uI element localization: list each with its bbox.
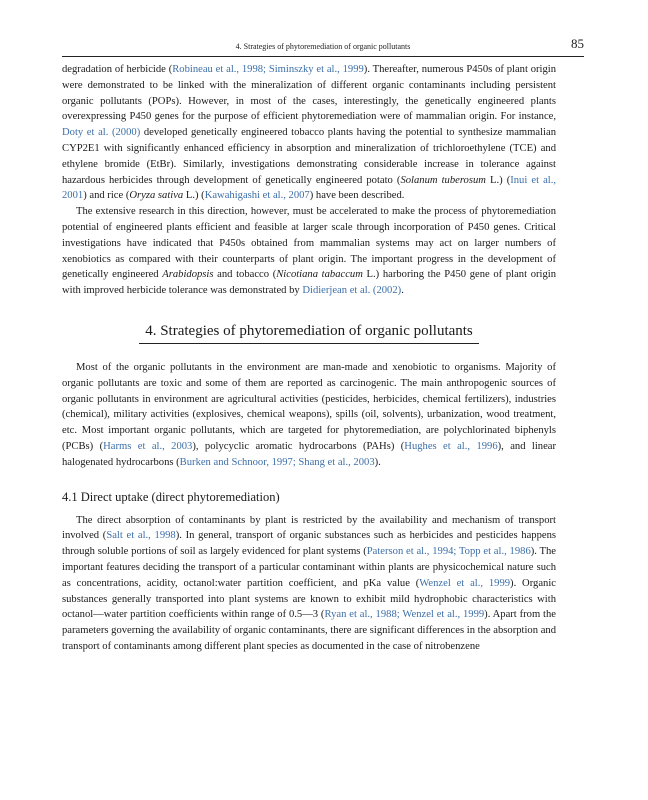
text-run: Most of the organic pollutants in the environment are man-made and xenobiotic to organisms. Majority of organic pollutants are toxic and some of them are reported as carcinogenic. The main anthropogenic sources of organic pollutants in environment are agricultural activities (pesticides, herbicides, chemical fertilizers), industries (chemical), military activities (explosives, chemical weapons), spills (oil, solvents), urbanization, wood treatment, etc. Most important organic pollutants, which are targeted for phytoremediation, are polychlorinated biphenyls (PCBs) ( bbox=[62, 361, 556, 452]
citation-link[interactable]: Inui et al., 2001 bbox=[62, 174, 557, 202]
text-run: The extensive research in this direction, however, must be accelerated to make the process of phytoremediation potential of engineered plants efficient and feasible at larger scale through incorporation of P450 genes. Critical investigations have indicated that P450s obtained from mammalian systems may act on larger numbers of xenobiotics as compared with their counterparts of plant origin. The important progress in the development of genetically engineered bbox=[62, 206, 556, 281]
text-run: ), and linear halogenated hydrocarbons ( bbox=[62, 440, 557, 468]
text-run: ) have been described. bbox=[309, 190, 405, 202]
citation-link[interactable]: Hughes et al., 1996 bbox=[404, 440, 498, 452]
text-run: ). Apart from the parameters governing the availability of organic contaminants, there are significant differences in the absorption and transport of contaminants among different plant species as documented in the case of nitrobenzene bbox=[62, 609, 556, 652]
running-head bbox=[62, 34, 584, 54]
citation-link[interactable]: Robineau et al., 1998; Siminszky et al., 1999 bbox=[172, 64, 364, 75]
text-run: developed genetically engineered tobacco plants having the potential to synthesize mammalian CYP2E1 with significantly enhanced efficiency in absorption and mineralization of trichloroethylene (TCE) and ethylene bromide (EtBr). Similarly, investigations demonstrating considerable increase in tolerance against hazardous herbicides through development of genetically engineered potato ( bbox=[62, 127, 556, 186]
citation-link[interactable]: Salt et al., 1998 bbox=[106, 530, 176, 542]
header-rule bbox=[62, 56, 584, 57]
citation-link[interactable]: Didierjean et al. (2002) bbox=[302, 285, 402, 297]
text-run: . bbox=[401, 285, 404, 297]
text-run: and tobacco ( bbox=[213, 269, 277, 281]
species-name: Solanum tuberosum bbox=[400, 174, 486, 186]
text-run: L.) ( bbox=[183, 190, 205, 202]
text-run: L.) ( bbox=[485, 174, 511, 186]
section-heading-text: 4. Strategies of phytoremediation of organic pollutants bbox=[139, 321, 479, 344]
citation-link[interactable]: Paterson et al., 1994; Topp et al., 1986 bbox=[366, 546, 531, 558]
text-run: ). The important features deciding the transport of a particular contaminant within plants are physicochemical nature such as concentrations, acidity, octanol:water partition coefficient, and pKa value ( bbox=[62, 546, 556, 589]
citation-link[interactable]: Ryan et al., 1988; Wenzel et al., 1999 bbox=[324, 609, 485, 621]
text-run: ). In general, transport of organic substances such as herbicides and pesticides happens through soluble portions of soil as largely evidenced for plant systems ( bbox=[62, 530, 557, 558]
text-run: ). bbox=[374, 456, 381, 468]
running-head-title: 4. Strategies of phytoremediation of organic pollutants bbox=[235, 42, 411, 51]
text-run: ) and rice ( bbox=[83, 190, 130, 202]
subsection-heading: 4.1 Direct uptake (direct phytoremediation) bbox=[62, 489, 280, 504]
text-run: L.) harboring the P450 gene of plant origin with improved herbicide tolerance was demonstrated by bbox=[62, 269, 557, 297]
species-name: Nicotiana tabaccum bbox=[276, 269, 363, 281]
citation-link[interactable]: Doty et al. (2000) bbox=[62, 127, 141, 139]
citation-link[interactable]: Kawahigashi et al., 2007 bbox=[204, 190, 310, 202]
text-run: ). Organic substances generally transported into plant systems are known to exhibit mild hydrophobic characteristics with octanol—water partition coefficients within range of 0.5—3 ( bbox=[62, 577, 556, 621]
text-run: The direct absorption of contaminants by plant is restricted by the availability and mechanism of transport involved ( bbox=[62, 514, 556, 542]
species-name: Oryza sativa bbox=[129, 190, 184, 202]
citation-link[interactable]: Burken and Schnoor, 1997; Shang et al., 2003 bbox=[179, 456, 375, 468]
body-text bbox=[62, 62, 556, 655]
text-run: degradation of herbicide ( bbox=[62, 64, 173, 75]
species-name: Arabidopsis bbox=[162, 269, 214, 281]
paragraph-p450-engineering bbox=[62, 62, 556, 204]
paragraph-organic-pollutants bbox=[62, 360, 556, 471]
paragraph-direct-uptake bbox=[62, 513, 556, 655]
page-number: 85 bbox=[571, 36, 584, 51]
text-run: ). Thereafter, numerous P450s of plant origin were demonstrated to be linked with the mineralization of different organic contaminants including persistent organic pollutants (POPs). However, in most of the cases, interestingly, the genetically engineered plants overexpressing P450 genes for the purpose of efficient phytoremediation were of mammalian origin. For instance, bbox=[62, 64, 557, 123]
section-heading bbox=[62, 321, 556, 344]
paragraph-extensive-research bbox=[62, 204, 556, 299]
citation-link[interactable]: Wenzel et al., 1999 bbox=[419, 577, 511, 589]
citation-link[interactable]: Harms et al., 2003 bbox=[103, 440, 193, 452]
text-run: ), polycyclic aromatic hydrocarbons (PAHs) ( bbox=[192, 440, 405, 452]
